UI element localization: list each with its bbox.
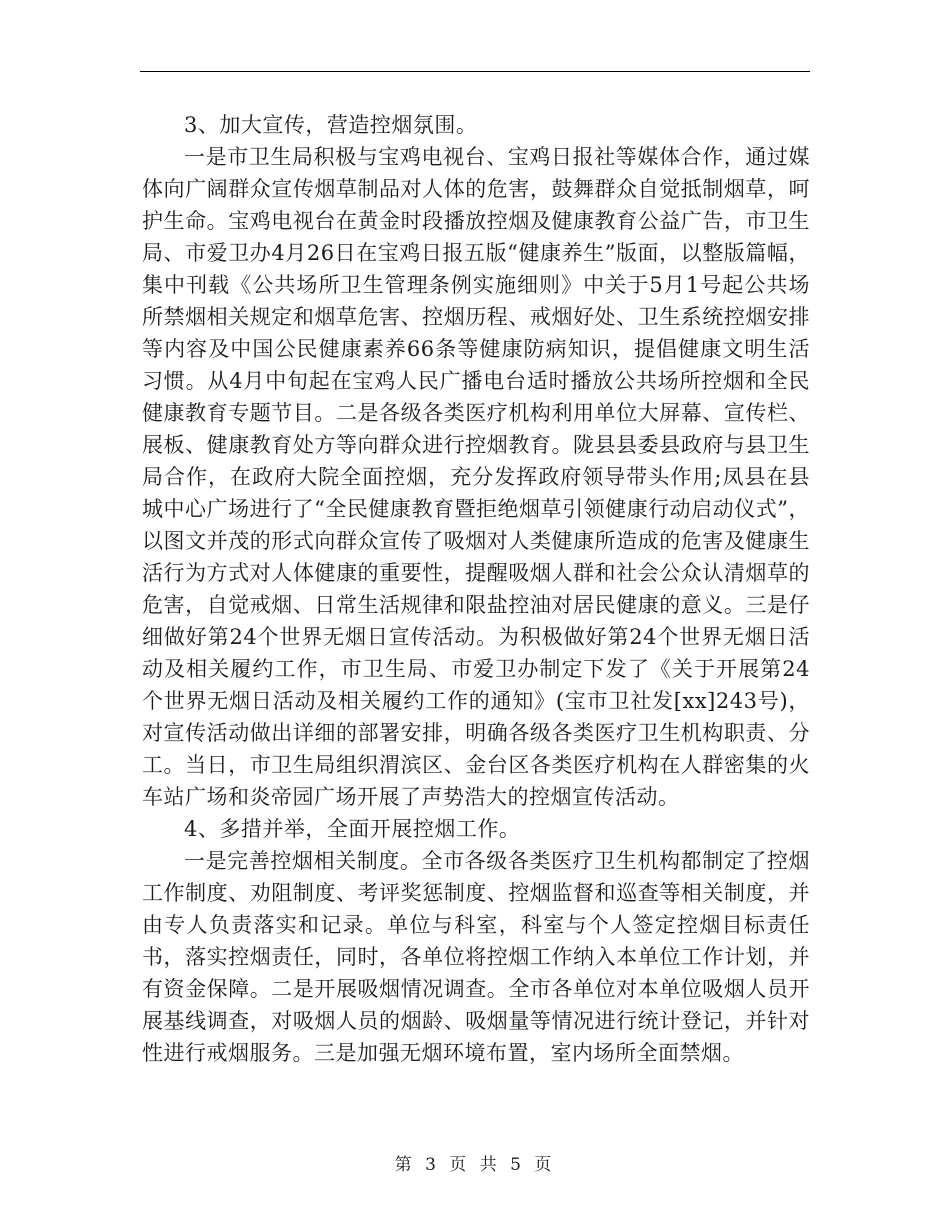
header-rule — [140, 71, 810, 72]
section-heading-measures: 4、多措并举，全面开展控烟工作。 — [184, 817, 521, 841]
document-body — [142, 109, 810, 1069]
page-number: 第 3 页 共 5 页 — [394, 1155, 556, 1175]
measures-paragraph: 一是完善控烟相关制度。全市各级各类医疗卫生机构都制定了控烟工作制度、劝阻制度、考评奖惩制度、控烟监督和巡查等相关制度，并由专人负责落实和记录。单位与科室，科室与个人签定控烟目标责任书，落实控烟责任，同时，各单位将控烟工作纳入本单位工作计划，并有资金保障。二是开展吸烟情况调查。全市各单位对本单位吸烟人员开展基线调查，对吸烟人员的烟龄、吸烟量等情况进行统计登记，并针对性进行戒烟服务。三是加强无烟环境布置，室内场所全面禁烟。 — [142, 849, 810, 1065]
publicity-paragraph: 一是市卫生局积极与宝鸡电视台、宝鸡日报社等媒体合作，通过媒体向广阔群众宣传烟草制品对人体的危害，鼓舞群众自觉抵制烟草，呵护生命。宝鸡电视台在黄金时段播放控烟及健康教育公益广告，市卫生局、市爱卫办4月26日在宝鸡日报五版“健康养生”版面，以整版篇幅，集中刊载《公共场所卫生管理条例实施细则》中关于5月1号起公共场所禁烟相关规定和烟草危害、控烟历程、戒烟好处、卫生系统控烟安排等内容及中国公民健康素养66条等健康防病知识，提倡健康文明生活习惯。从4月中旬起在宝鸡人民广播电台适时播放公共场所控烟和全民健康教育专题节目。二是各级各类医疗机构利用单位大屏幕、宣传栏、展板、健康教育处方等向群众进行控烟教育。陇县县委县政府与县卫生局合作，在政府大院全面控烟，充分发挥政府领导带头作用;凤县在县城中心广场进行了“全民健康教育暨拒绝烟草引领健康行动启动仪式”，以图文并茂的形式向群众宣传了吸烟对人类健康所造成的危害及健康生活行为方式对人体健康的重要性，提醒吸烟人群和社会公众认清烟草的危害，自觉戒烟、日常生活规律和限盐控油对居民健康的意义。三是仔细做好第24个世界无烟日宣传活动。为积极做好第24个世界无烟日活动及相关履约工作，市卫生局、市爱卫办制定下发了《关于开展第24个世界无烟日活动及相关履约工作的通知》(宝市卫社发[xx]243号)，对宣传活动做出详细的部署安排，明确各级各类医疗卫生机构职责、分工。当日，市卫生局组织渭滨区、金台区各类医疗机构在人群密集的火车站广场和炎帝园广场开展了声势浩大的控烟宣传活动。 — [142, 145, 810, 809]
section-heading-publicity: 3、加大宣传，营造控烟氛围。 — [184, 113, 478, 137]
